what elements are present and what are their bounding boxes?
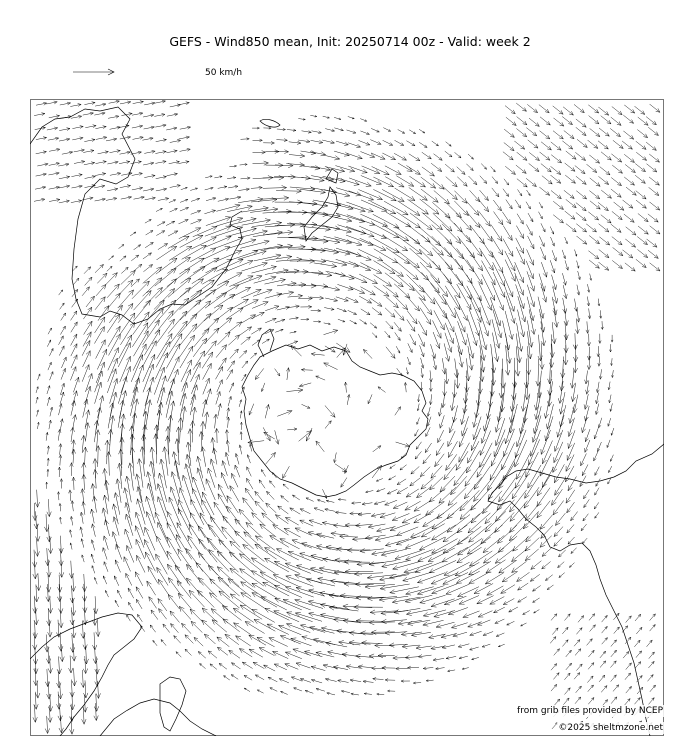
legend-label: 50 km/h [205,68,243,78]
source-credit: from grib files provided by NCEP [517,706,663,716]
map-frame [31,100,664,736]
wind-map [30,99,664,736]
map-title: GEFS - Wind850 mean, Init: 20250714 00z - Valid: week 2 [169,34,531,49]
copyright-credit: ©2025 sheltmzone.net [558,723,663,733]
legend-arrow-icon [72,67,120,77]
